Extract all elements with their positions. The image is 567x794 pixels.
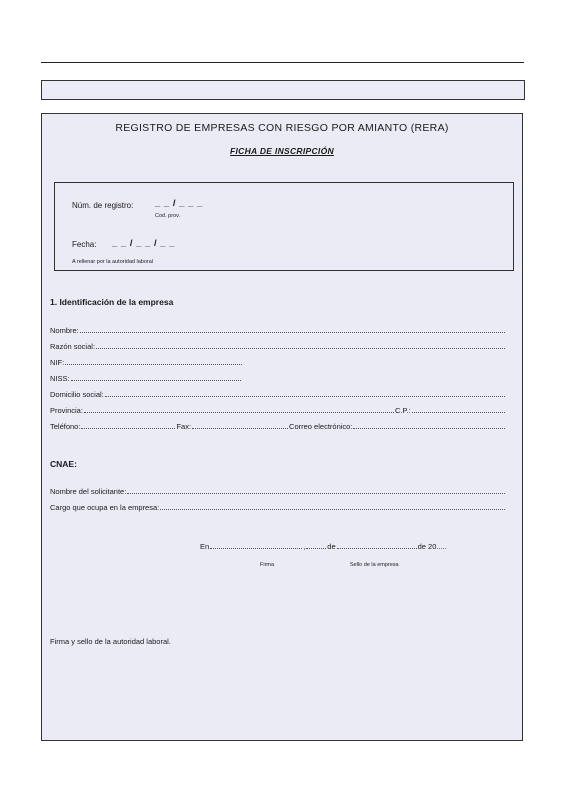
telefono-label: Teléfono: xyxy=(50,422,81,431)
nif-row xyxy=(50,356,506,367)
cargo-label: Cargo que ocupa en la empresa: xyxy=(50,503,160,512)
registry-note: A rellenar por la autoridad laboral xyxy=(72,259,154,265)
correo-label: Correo electrónico: xyxy=(289,422,353,431)
fecha-field[interactable]: _ _ / _ _ / _ _ xyxy=(112,238,175,249)
cod-prov-label: Cod. prov. xyxy=(155,213,180,219)
correo-field[interactable] xyxy=(353,428,505,429)
razon-social-field[interactable] xyxy=(96,348,505,349)
provincia-label: Provincia: xyxy=(50,406,83,415)
lugar-field[interactable] xyxy=(210,548,302,549)
registry-number-field[interactable]: _ _ / _ _ _ xyxy=(155,198,203,209)
section-identification-title: 1. Identificación de la empresa xyxy=(50,297,174,307)
fax-label: Fax: xyxy=(176,422,192,431)
solicitante-row xyxy=(50,485,506,496)
solicitante-label: Nombre del solicitante: xyxy=(50,487,127,496)
header-bar xyxy=(41,80,525,100)
telefono-field[interactable] xyxy=(81,428,175,429)
niss-field[interactable] xyxy=(71,380,241,381)
dia-field[interactable] xyxy=(306,548,326,549)
mes-field[interactable] xyxy=(337,548,417,549)
de-label: de xyxy=(327,542,336,551)
comma-label: , xyxy=(303,542,306,551)
provincia-field[interactable] xyxy=(84,412,394,413)
fax-field[interactable] xyxy=(192,428,288,429)
cargo-field[interactable] xyxy=(160,509,505,510)
cp-field[interactable] xyxy=(412,412,505,413)
razon-social-row xyxy=(50,340,506,351)
nombre-row xyxy=(50,324,506,335)
form-title: REGISTRO DE EMPRESAS CON RIESGO POR AMIANTO (RERA) xyxy=(115,122,449,134)
registry-number-label: Núm. de registro: xyxy=(72,201,134,210)
domicilio-field[interactable] xyxy=(105,396,505,397)
nombre-label: Nombre: xyxy=(50,326,79,335)
contact-row xyxy=(50,420,506,431)
top-rule xyxy=(41,62,524,63)
firma-label: Firma xyxy=(260,562,275,568)
domicilio-row xyxy=(50,388,506,399)
cp-label: C.P.: xyxy=(394,406,411,415)
year-label: de 20..... xyxy=(417,542,447,551)
domicilio-label: Domicilio social: xyxy=(50,390,104,399)
sello-empresa-label: Sello de la empresa xyxy=(350,562,399,568)
place-date-row xyxy=(200,542,447,551)
cargo-row xyxy=(50,501,506,512)
solicitante-field[interactable] xyxy=(127,493,505,494)
razon-social-label: Razón social: xyxy=(50,342,96,351)
en-label: En xyxy=(200,542,210,551)
niss-row xyxy=(50,372,506,383)
nif-field[interactable] xyxy=(65,364,242,365)
cnae-title: CNAE: xyxy=(50,459,77,469)
form-subtitle: FICHA DE INSCRIPCIÓN xyxy=(230,146,334,156)
provincia-row xyxy=(50,404,506,415)
fecha-label: Fecha: xyxy=(72,240,97,249)
registry-box xyxy=(54,182,514,271)
autoridad-label: Firma y sello de la autoridad laboral. xyxy=(50,637,171,646)
niss-label: NISS: xyxy=(50,374,70,383)
inscription-form xyxy=(41,113,523,741)
nombre-field[interactable] xyxy=(80,332,505,333)
nif-label: NIF: xyxy=(50,358,65,367)
